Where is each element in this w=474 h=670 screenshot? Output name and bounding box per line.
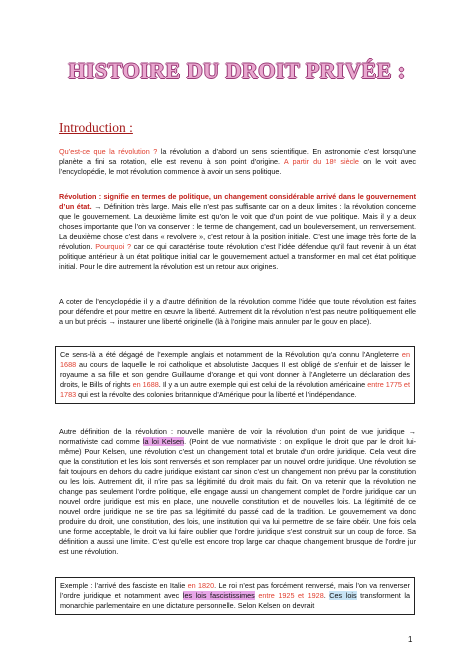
ces-lois-highlight: Ces lois bbox=[329, 591, 357, 600]
box1-date-1: en 1688 bbox=[60, 350, 410, 369]
intro-heading-text: Introduction : bbox=[59, 120, 133, 135]
p2-pourquoi: Pourquoi ? bbox=[95, 242, 131, 251]
box1-date-3: entre 1775 et 1783 bbox=[60, 380, 410, 399]
definition-text: Révolution : signifie en termes de politique, un changement considérable arrivé dans le gouvernement d’un état. bbox=[59, 192, 416, 211]
p1-text-1: la révolution a d’abord un sens scientifique. En astronomie c’est lorsqu’une planète a fini sa rotation, elle est revenu à son point d’origine. bbox=[59, 147, 416, 166]
box2-text-1: Exemple : l’arrivé des fasciste en Italie bbox=[60, 581, 188, 590]
intro-heading bbox=[59, 120, 133, 136]
box1-text-4: qui est la révolte des colonies britannique d’Amérique pour la liberté et l’indépendance. bbox=[76, 390, 357, 399]
box1-text-2: au cours de laquelle le roi catholique et absolutiste Jacques II est obligé de s’enfuir et de laisser le royaume a sa fille et son gendre Guillaume d’orange et qui vont donner à l’Angleterre un déclaration des droits, le Bills of rights bbox=[60, 360, 410, 389]
box2-date-2: entre 1925 et 1928 bbox=[258, 591, 324, 600]
p4-text-2: . (Point de vue normativiste : on explique le droit que par le droit lui-même) Pour Kelsen, une révolution c’est un changement total et brutale d’un ordre juridique. Cela veut dire que la constitution et les lois sont renversés et son remplacer par un nouvel ordre juridique. Une révolution se fait toujours en dehors du cadre juridique existant car sinon c’est un changement non prévu par la constitution ou les lois. Autrement dit, il n’ire pas sa légitimité du droit mais du fait. On va retenir que la révolution ne change pas seulement l’ordre politique, elle engage aussi un changement complet de l’ordre juridique car un nouvel ordre juridique est mis en place, une nouvelle constitution et de nouvelles lois. La légitimité de ce nouvel ordre juridique ne se tire pas sa légitimité du passé cad de la tradition. Le gouvernement va donc produire du droit, une constitution, des lois, une institution qui va lui permettre de se faire obéir. Une fois cela une forme acceptable, le droit va lui faire oublier que l’ordre juridique s’est construit sur un coup de force. Sa définition a aussi une limite. C’est qu’elle est encore trop large car chaque changement brusque de l’ordre jur est une révolution. bbox=[59, 437, 417, 556]
example-box-england bbox=[55, 346, 415, 404]
paragraph-revolution-definition bbox=[59, 192, 416, 272]
p2-text-1: → Définition très large. Mais elle n’est pas suffisante car on a deux limites : la révolution concerne que le gouvernement. La deuxième limite est qu’on le voit que d’un point de vue politique. Mais il y a deux choses importante que l’on va conserver : le terme de changement, cad un bouleversement, un renversement. La deuxième chose c’est dans « revolvere », c’est retour à la position initiale. C’est une image très forte de la révolution. bbox=[59, 202, 416, 251]
p1-date: A partir du 18ᵉ siècle bbox=[283, 157, 359, 166]
box2-text-4: . bbox=[323, 591, 330, 600]
p4-text-1: Autre définition de la révolution : nouvelle manière de voir la révolution d’un point de vue juridique → normativiste cad comme bbox=[59, 427, 416, 446]
box1-text-1: Ce sens-là a été dégagé de l’exemple anglais et notamment de la Révolution qu’a connu l’Angleterre bbox=[60, 350, 402, 359]
box2-text-2: . Le roi n’est pas forcément renversé, mais l’on va renverser l’ordre juridique et notamment avec bbox=[60, 581, 410, 600]
box1-date-2: en 1688 bbox=[132, 380, 159, 389]
p2-text-2: car ce qui caractérise toute révolution c’est l’idée défendue qu’il faut revenir à un état politique antérieur à un état politique initial car le gouvernement actuel a transformer en mal cet état politique initial. Pour le dire autrement la révolution est un retour aux origines. bbox=[59, 242, 416, 271]
fascist-laws-highlight: les lois fascistissimes bbox=[182, 591, 255, 600]
box2-text-5: transforment la monarchie parlementaire en une dictature personnelle. Selon Kelsen on devrait bbox=[60, 591, 410, 610]
question-text: Qu’est-ce que la révolution ? bbox=[59, 147, 158, 156]
example-box-italy bbox=[55, 577, 415, 615]
paragraph-kelsen bbox=[59, 427, 416, 557]
paragraph-revolution-question bbox=[59, 147, 416, 177]
document-title: HISTOIRE DU DROIT PRIVÉE : bbox=[68, 58, 406, 83]
box1-text-3: . Il y a un autre exemple qui est celui de la révolution américaine bbox=[158, 380, 368, 389]
p1-text-2: on le voit avec l’encyclopédie, le mot révolution commence à avoir un sens politique. bbox=[59, 157, 416, 176]
box2-date-1: en 1820 bbox=[187, 581, 215, 590]
kelsen-highlight: la loi Kelsen bbox=[142, 437, 185, 446]
paragraph-liberty: A coter de l’encyclopédie il y a d’autre définition de la révolution comme l’idée que toute révolution est faites pour défendre et pour mettre en œuvre la liberté. Autrement dit la révolution n’est pas neutre politiquement elle a un but précis → instaurer une liberté originelle (là à l’origine mais annuler par le gouv en place). bbox=[59, 297, 416, 326]
page-number: 1 bbox=[408, 635, 413, 644]
